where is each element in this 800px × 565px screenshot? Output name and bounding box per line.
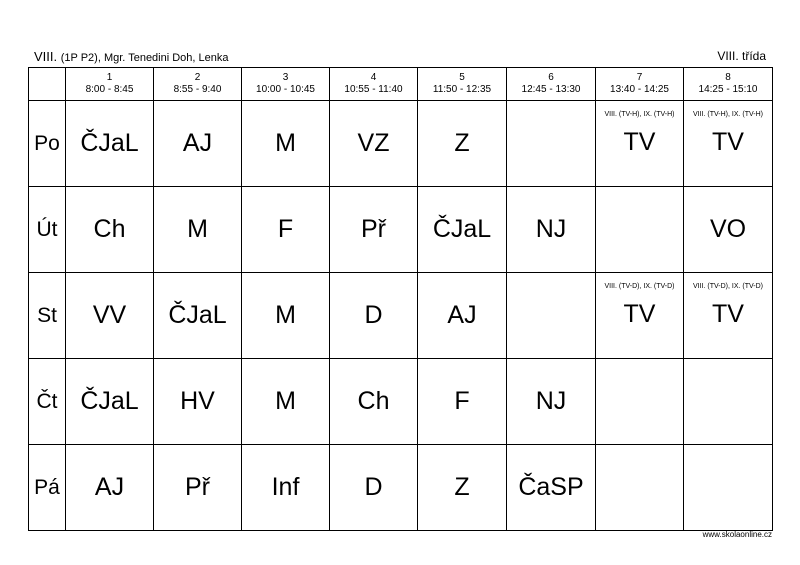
lesson-subject: Inf — [271, 473, 300, 501]
lesson-cell — [242, 445, 330, 531]
period-header-row — [29, 68, 773, 101]
class-name: VIII. — [34, 49, 58, 64]
period-time: 10:55 - 11:40 — [344, 84, 403, 95]
corner-cell — [29, 68, 66, 101]
lesson-subject: ČaSP — [518, 473, 584, 501]
lesson-cell — [684, 187, 773, 273]
period-header — [242, 68, 330, 101]
lesson-cell — [418, 187, 507, 273]
lesson-subject: ČJaL — [80, 129, 139, 157]
footer-url: www.skolaonline.cz — [702, 530, 772, 539]
lesson-subject: VZ — [357, 129, 390, 157]
lesson-cell — [418, 359, 507, 445]
lesson-cell — [596, 359, 684, 445]
lesson-subject: F — [277, 215, 294, 243]
period-number: 2 — [194, 72, 201, 83]
lesson-subject: M — [187, 215, 208, 243]
lesson-cell — [684, 101, 773, 187]
period-header — [684, 68, 773, 101]
lesson-subject: TV — [712, 300, 744, 328]
lesson-cell — [154, 273, 242, 359]
class-label: VIII. třída — [717, 49, 766, 63]
lesson-subject: M — [275, 387, 296, 415]
period-number: 8 — [725, 72, 731, 83]
lesson-cell — [330, 273, 418, 359]
period-header — [330, 68, 418, 101]
lesson-subject: ČJaL — [432, 215, 492, 243]
lesson-cell — [330, 101, 418, 187]
day-name: Pá — [29, 445, 66, 531]
lesson-cell — [507, 101, 596, 187]
lesson-group-note: VIII. (TV-D), IX. (TV-D) — [693, 283, 763, 290]
lesson-cell — [154, 101, 242, 187]
period-time: 8:00 - 8:45 — [85, 84, 134, 95]
lesson-cell — [596, 273, 684, 359]
lesson-cell — [242, 187, 330, 273]
day-row — [29, 101, 773, 187]
lesson-cell — [242, 101, 330, 187]
period-header — [418, 68, 507, 101]
lesson-subject: M — [275, 301, 296, 329]
class-meta: (1P P2), Mgr. Tenedini Doh, Lenka — [60, 52, 229, 64]
period-header — [154, 68, 242, 101]
lesson-subject: D — [364, 473, 383, 501]
period-number: 6 — [548, 72, 554, 83]
lesson-subject: AJ — [94, 473, 125, 501]
lesson-subject: ČJaL — [80, 387, 139, 415]
lesson-cell — [154, 187, 242, 273]
lesson-group-note: VIII. (TV-D), IX. (TV-D) — [604, 283, 675, 290]
period-number: 3 — [282, 72, 289, 83]
period-header — [66, 68, 154, 101]
lesson-cell — [507, 445, 596, 531]
lesson-cell — [507, 359, 596, 445]
period-number: 1 — [106, 72, 113, 83]
lesson-cell — [330, 187, 418, 273]
lesson-cell — [596, 187, 684, 273]
lesson-cell — [330, 359, 418, 445]
timetable-header — [28, 48, 772, 66]
lesson-cell — [242, 359, 330, 445]
lesson-cell — [154, 359, 242, 445]
lesson-cell — [418, 101, 507, 187]
period-time: 8:55 - 9:40 — [173, 84, 222, 95]
lesson-subject: TV — [623, 300, 656, 328]
lesson-subject: Ch — [93, 215, 126, 243]
lesson-cell — [66, 359, 154, 445]
lesson-subject: HV — [180, 387, 215, 415]
period-number: 5 — [459, 72, 465, 83]
lesson-cell — [596, 445, 684, 531]
lesson-cell — [66, 101, 154, 187]
lesson-cell — [330, 445, 418, 531]
period-header — [596, 68, 684, 101]
lesson-cell — [684, 445, 773, 531]
lesson-subject: ČJaL — [168, 301, 227, 329]
lesson-group-note: VIII. (TV-H), IX. (TV-H) — [604, 111, 675, 118]
day-row — [29, 187, 773, 273]
lesson-subject: AJ — [447, 301, 477, 329]
lesson-subject: D — [364, 301, 383, 329]
lesson-subject: Př — [361, 215, 386, 243]
lesson-subject: Ch — [357, 387, 390, 415]
period-number: 4 — [370, 72, 377, 83]
lesson-cell — [66, 273, 154, 359]
period-header — [507, 68, 596, 101]
period-number: 7 — [636, 72, 643, 83]
lesson-subject: TV — [623, 128, 656, 156]
day-row — [29, 273, 773, 359]
period-time: 14:25 - 15:10 — [698, 84, 758, 95]
lesson-subject: Z — [454, 473, 470, 501]
timetable — [28, 67, 773, 531]
period-time: 12:45 - 13:30 — [521, 84, 581, 95]
lesson-subject: NJ — [535, 387, 567, 415]
class-title — [34, 49, 229, 64]
day-name: Čt — [29, 359, 66, 445]
lesson-subject: M — [275, 129, 296, 157]
lesson-cell — [154, 445, 242, 531]
lesson-subject: VO — [709, 215, 747, 243]
lesson-subject: NJ — [535, 215, 567, 243]
lesson-subject: AJ — [182, 129, 213, 157]
lesson-cell — [684, 273, 773, 359]
day-row — [29, 359, 773, 445]
lesson-subject: F — [454, 387, 470, 415]
day-name: Po — [29, 101, 66, 187]
lesson-cell — [418, 273, 507, 359]
day-name: St — [29, 273, 66, 359]
lesson-cell — [66, 445, 154, 531]
day-name: Út — [29, 187, 66, 273]
lesson-cell — [596, 101, 684, 187]
period-time: 13:40 - 14:25 — [610, 84, 669, 95]
lesson-cell — [507, 273, 596, 359]
lesson-cell — [684, 359, 773, 445]
lesson-subject: VV — [92, 301, 127, 329]
lesson-cell — [66, 187, 154, 273]
day-row — [29, 445, 773, 531]
lesson-subject: Př — [185, 473, 210, 501]
lesson-group-note: VIII. (TV-H), IX. (TV-H) — [693, 111, 763, 118]
period-time: 10:00 - 10:45 — [256, 84, 315, 95]
lesson-subject: TV — [712, 128, 744, 156]
lesson-cell — [507, 187, 596, 273]
lesson-cell — [418, 445, 507, 531]
lesson-cell — [242, 273, 330, 359]
period-time: 11:50 - 12:35 — [432, 84, 492, 95]
lesson-subject: Z — [454, 129, 470, 157]
